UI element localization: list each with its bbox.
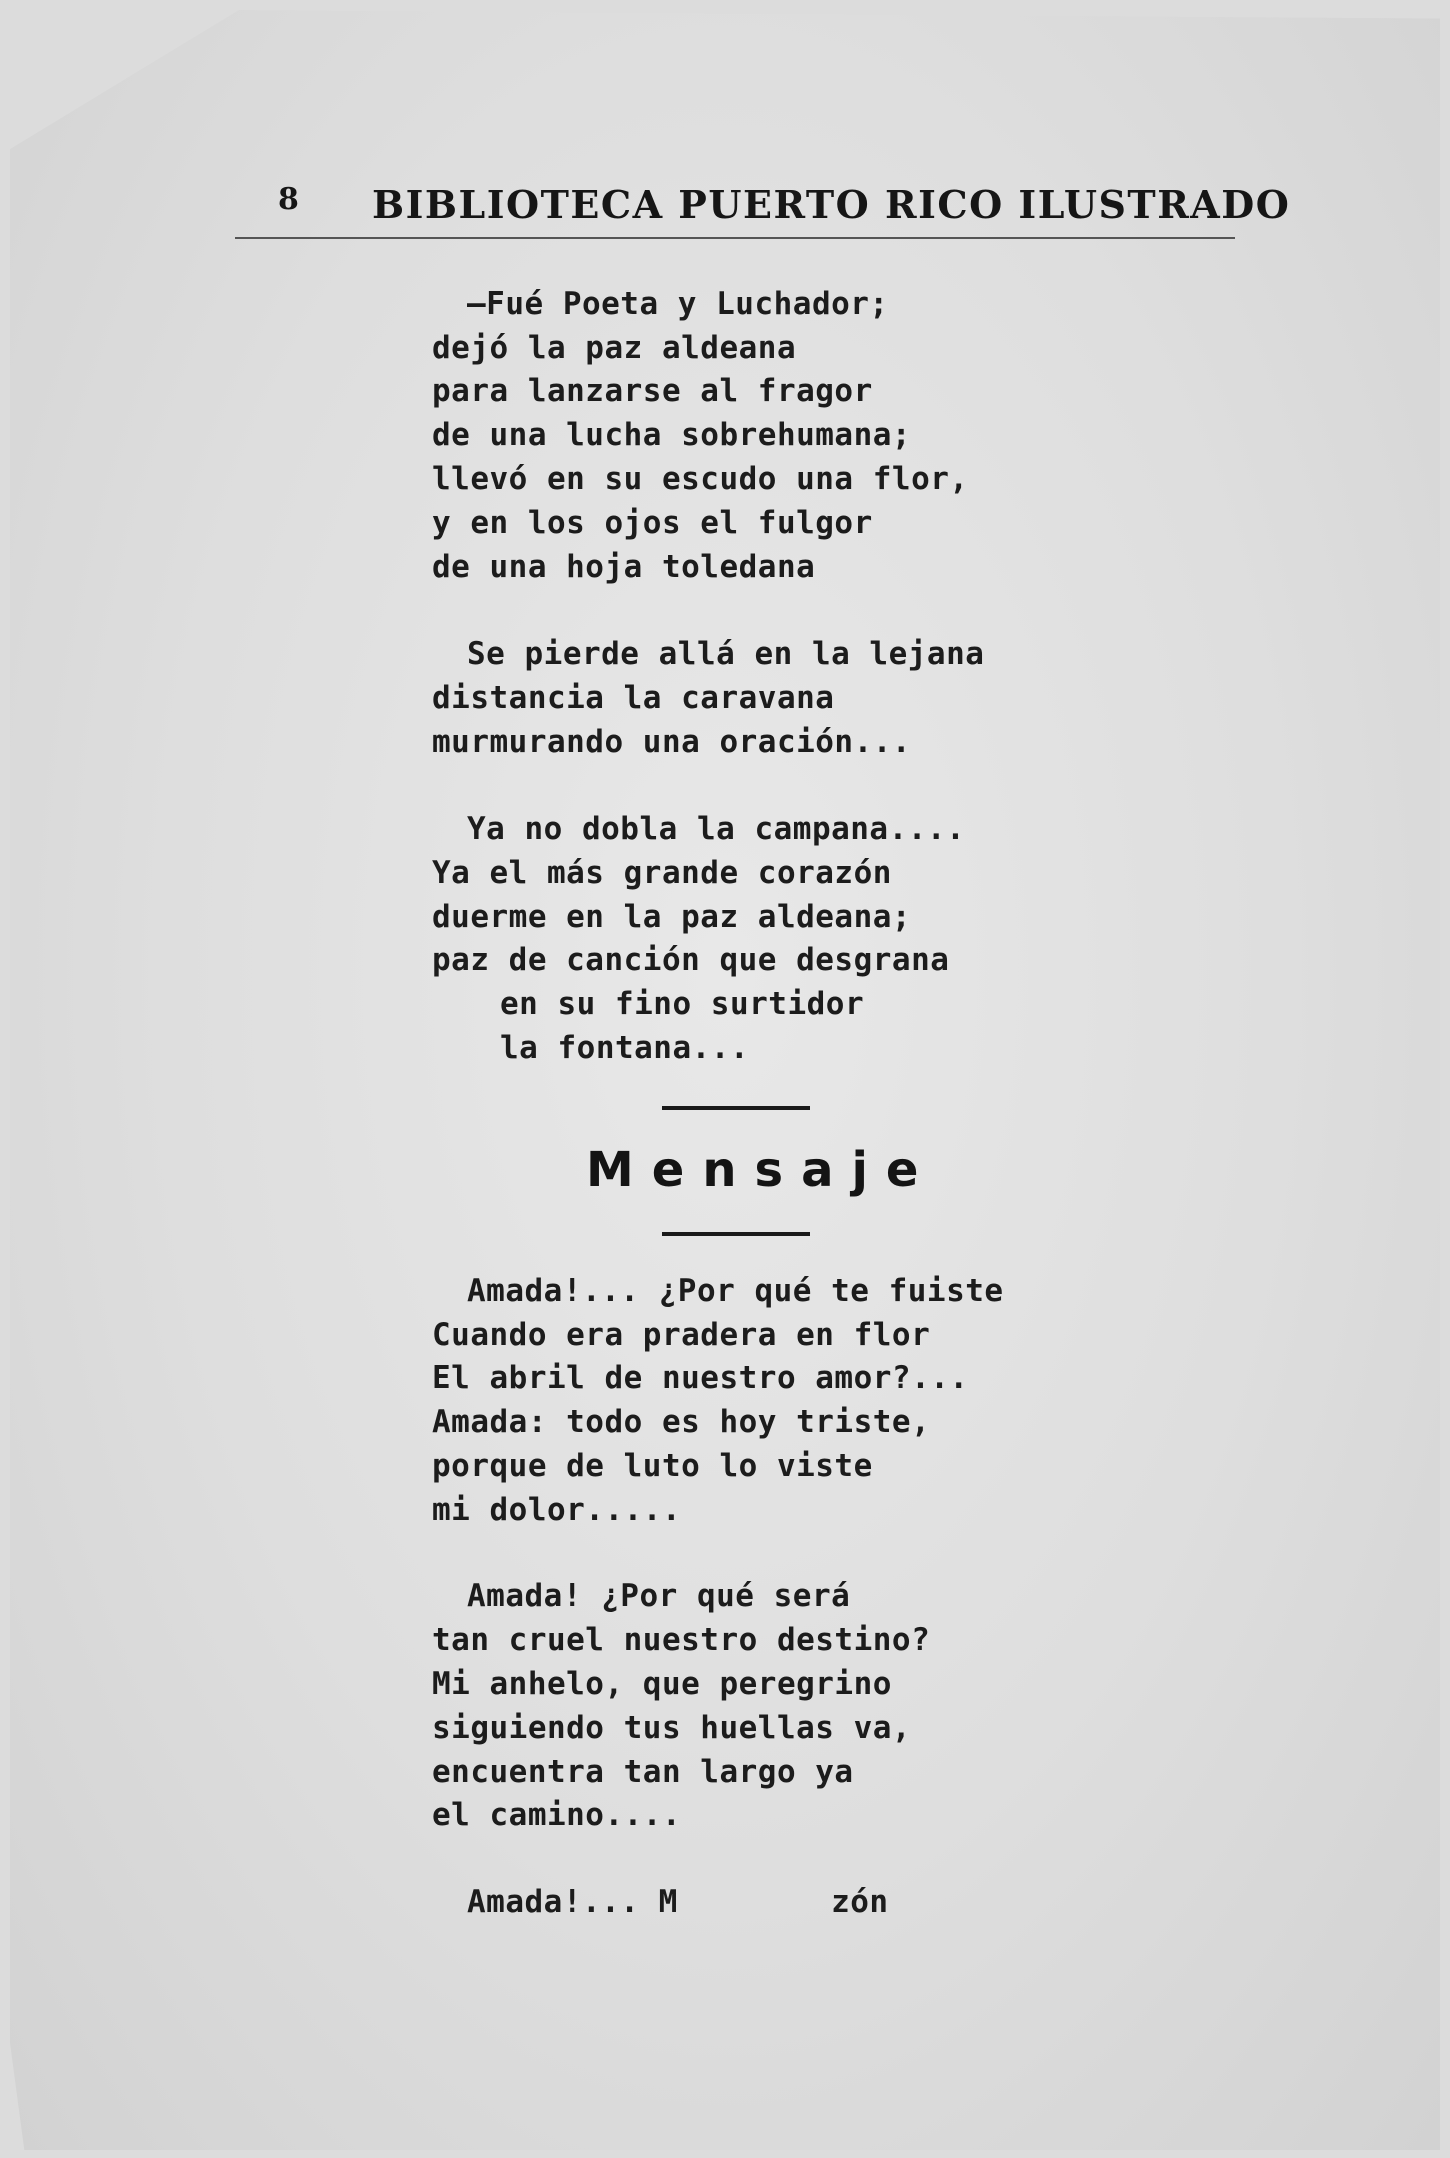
verse-line: de una hoja toledana [432, 549, 816, 585]
verse-line: Mi anhelo, que peregrino [432, 1666, 892, 1702]
verse-line: Amada!... M zón [467, 1884, 889, 1920]
running-title: BIBLIOTECA PUERTO RICO ILUSTRADO [372, 182, 1291, 227]
header-rule [235, 237, 1235, 239]
verse-line: —Fué Poeta y Luchador; [467, 286, 889, 322]
verse-line: Cuando era pradera en flor [432, 1317, 931, 1353]
verse-line: Amada! ¿Por qué será [467, 1578, 851, 1614]
verse-line: El abril de nuestro amor?... [432, 1360, 969, 1396]
verse-line: llevó en su escudo una flor, [432, 461, 969, 497]
verse-line: en su fino surtidor [500, 986, 865, 1022]
verse-line: murmurando una oración... [432, 724, 912, 760]
verse-line: porque de luto lo viste [432, 1448, 873, 1484]
verse-line: duerme en la paz aldeana; [432, 899, 912, 935]
title-rule-top [662, 1106, 810, 1110]
verse-line: de una lucha sobrehumana; [432, 417, 912, 453]
title-rule-bottom [662, 1232, 810, 1236]
verse-line: Amada!... ¿Por qué te fuiste [467, 1273, 1004, 1309]
verse-line: el camino.... [432, 1797, 682, 1833]
page-number: 8 [278, 182, 300, 217]
verse-line: encuentra tan largo ya [432, 1754, 854, 1790]
verse-line: Amada: todo es hoy triste, [432, 1404, 931, 1440]
verse-line: dejó la paz aldeana [432, 330, 797, 366]
verse-line: y en los ojos el fulgor [432, 505, 873, 541]
verse-line: tan cruel nuestro destino? [432, 1622, 931, 1658]
verse-line: Se pierde allá en la lejana [467, 636, 985, 672]
page-header [278, 182, 1291, 230]
section-title: Mensaje [586, 1142, 937, 1198]
verse-line: la fontana... [500, 1030, 750, 1066]
verse-line: siguiendo tus huellas va, [432, 1710, 912, 1746]
verse-line: paz de canción que desgrana [432, 942, 950, 978]
verse-line: distancia la caravana [432, 680, 835, 716]
verse-line: para lanzarse al fragor [432, 373, 873, 409]
verse-line: mi dolor..... [432, 1492, 682, 1528]
verse-line: Ya no dobla la campana.... [467, 811, 966, 847]
verse-line: Ya el más grande corazón [432, 855, 892, 891]
